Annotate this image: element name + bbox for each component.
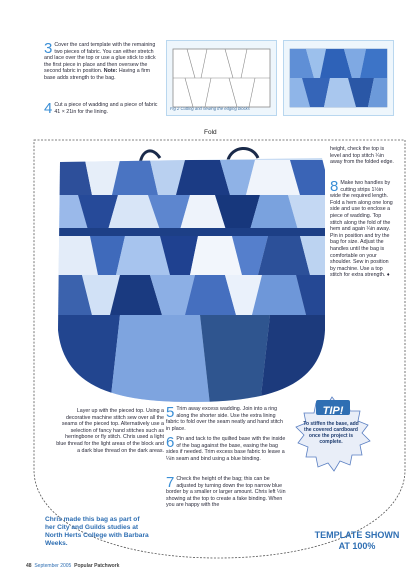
step-number: 8 [330, 178, 339, 195]
magazine-name: Popular Patchwork [74, 563, 120, 569]
step-8 [330, 180, 394, 279]
tip-title: TIP! [322, 405, 344, 417]
page-number: 48 [26, 563, 32, 569]
author-credit: Chris made this bag as part of her City and Guilds studies at North Herts College with Barbara Weeks. [45, 516, 149, 547]
footer [26, 563, 119, 569]
step-8-lead: height, check the top is level and top stitch ¼in away from the folded edge. [330, 146, 394, 166]
step-7 [166, 476, 286, 509]
step-7-text: Check the height of the bag; this can be adjusted by turning down the top narrow blue border by a smaller or larger amount. Chris left ½in showing at the top to create a fake binding. When you are happy with the [166, 476, 286, 509]
step-8-text: Make two handles by cutting strips 1½in wide the required length. Fold a hem along one long side and use to enclose a piece of wadding. Top stitch along the fold of the hem and again ¼in away. Pin in position and try the bag for size. Adjust the handles until the bag is comfortable on your shoulder. Sew in position by machine. Use a top stitch for extra strength. ♦ [330, 180, 393, 279]
tip-text: To stiffen the base, add the covered cardboard once the project is complete. [303, 421, 359, 445]
step-number: 5 [166, 404, 175, 421]
step-number: 6 [166, 434, 175, 451]
step-3-text: Cover the card template with the remaining two pieces of fabric. You can either stretch and lace over the top or use a glue stick to stick the first piece in place and then oversew the second fabric in position. [44, 42, 156, 75]
figure-caption: Fig 2 Cutting and sewing the edging blocks [170, 106, 250, 111]
note-text: Having a firm base adds strength to the bag. [44, 68, 151, 81]
left-column-text: Layer up with the pieced top. Using a decorative machine stitch sew over all the seams of the pieced top. Alternatively use a selection of fancy hand stitches such as herringbone or fly stitch. Chris used a light blue thread for the light areas of the block and a dark blue thread on the dark areas. [56, 408, 164, 454]
step-4-text: Cut a piece of wadding and a piece of fabric 41 × 21in for the lining. [54, 102, 158, 115]
step-6 [166, 436, 286, 462]
template-shown-label: TEMPLATE SHOWN AT 100% [314, 530, 400, 551]
fold-label: Fold [204, 129, 217, 136]
step-6-text: Pin and tack to the quilted base with the inside of the bag against the base, easing the bag sides if needed. Trim excess base fabric to leave a ¼in seam and bind using a blue binding. [166, 436, 286, 462]
step-number: 4 [44, 100, 53, 117]
footer-date: September 2005 [34, 563, 72, 569]
step-5 [166, 406, 286, 432]
step-number: 7 [166, 474, 175, 491]
bag-handle-right [228, 148, 258, 160]
step-5-text: Trim away excess wadding. Join into a ring along the shorter side. Use the extra lining fabric to fold over the seam neatly and hand stitch in place. [166, 406, 283, 432]
note-label: Note: [103, 68, 118, 75]
step-number: 3 [44, 40, 53, 57]
